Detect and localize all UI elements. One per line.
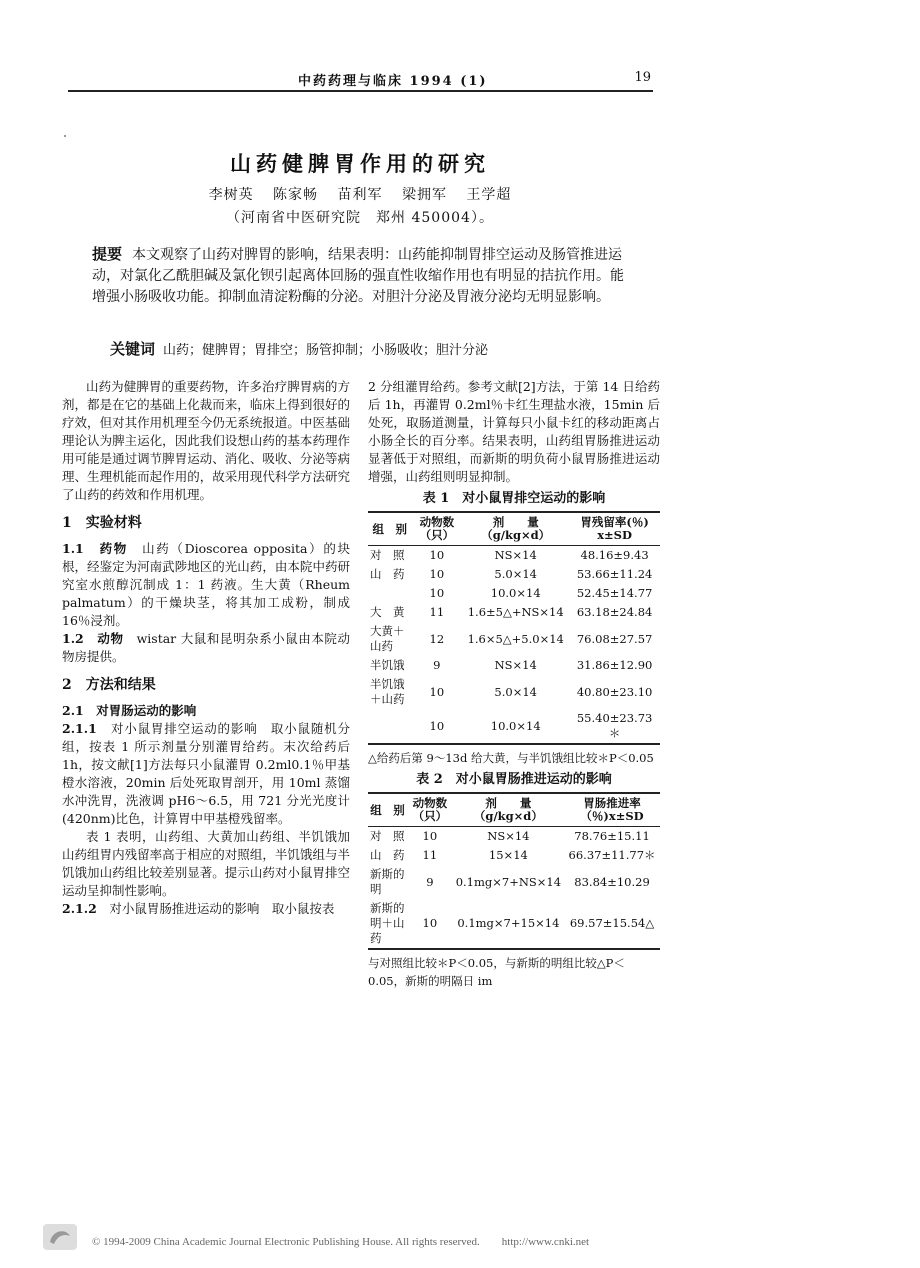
table-cell: 12	[429, 631, 445, 646]
table2-header: 动物数（只）	[407, 793, 453, 827]
table-cell: 10	[429, 567, 445, 581]
keywords-label: 关键词	[110, 340, 156, 358]
table-cell	[368, 584, 411, 603]
table-cell: 10	[429, 684, 445, 699]
table1-discussion: 表 1 表明，山药组、大黄加山药组、半饥饿加山药组胃内残留率高于相应的对照组，半饥饿组与半饥饿加山药组比较差别显著。提示山药对小鼠胃排空运动呈抑制性影响。	[62, 829, 350, 898]
table-cell: 半饥饿＋山药	[370, 677, 405, 706]
table2-header-row	[368, 793, 660, 827]
section-1-1-text: 山药（Dioscorea opposita）的块根，经鉴定为河南武陟地区的光山药，由本院中药研究室水煎醇沉制成 1：1 药液。生大黄（Rheum palmatum）的干燥块茎，将其加工成粉，制成 16％浸剂。	[62, 541, 350, 628]
table-cell: 48.16±9.43	[580, 548, 649, 562]
table-cell: 69.57±15.54△	[564, 899, 660, 949]
intro-paragraph: 山药为健脾胃的重要药物，许多治疗脾胃病的方剂，都是在它的基础上化裁而来，临床上得到很好的疗效，但对其作用机理至今仍无系统报道。中医基础理论认为脾主运化，因此我们设想山药的基本药理作用可能是通过调节脾胃运动、消化、吸收、分泌等病理、生理机能而起作用的，故采用现代科学方法研究了山药的药效和作用机理。	[62, 379, 350, 502]
table-cell: 半饥饿	[370, 658, 405, 672]
table-cell: 对 照	[370, 548, 405, 562]
table-cell: 15×14	[488, 848, 528, 862]
section-2-1-2-text: 对小鼠胃肠推进运动的影响 取小鼠按表	[109, 901, 335, 916]
table2	[368, 792, 660, 950]
left-column	[62, 378, 350, 918]
table-cell: 新斯的明＋山药	[368, 899, 407, 949]
table2-header: 剂 量（g/kg×d）	[453, 793, 564, 827]
table-row	[368, 675, 660, 709]
table-cell: 5.0×14	[494, 567, 537, 581]
running-header	[68, 64, 653, 92]
table-cell: 0.1mg×7+15×14	[453, 899, 564, 949]
table-cell: NS×14	[494, 548, 537, 562]
section-2-heading: 2 方法和结果	[62, 677, 156, 693]
table2-header: 组 别	[368, 793, 407, 827]
table-cell: 1.6±5△+NS×14	[467, 605, 564, 619]
table-row	[368, 584, 660, 603]
table-cell: 10	[422, 829, 438, 843]
section-1-1	[62, 540, 350, 630]
table-cell: 1.6×5△+5.0×14	[467, 631, 564, 646]
table-row	[368, 827, 660, 847]
table-cell: 5.0×14	[494, 684, 537, 699]
section-1-2-label: 1.2 动物	[62, 631, 124, 646]
table-cell: 10	[407, 899, 453, 949]
section-1-2-text: wistar 大鼠和昆明杂系小鼠由本院动物房提供。	[62, 631, 350, 664]
section-1-2	[62, 630, 350, 666]
table2-header: 胃肠推进率（％)x±SD	[564, 793, 660, 827]
authors: 李树英 陈家畅 苗利军 梁拥军 王学超	[208, 187, 512, 203]
affiliation: （河南省中医研究院 郑州 450004）。	[226, 210, 494, 226]
table-row	[368, 603, 660, 622]
right-column	[368, 378, 660, 990]
table-cell: 10	[429, 548, 445, 562]
table-cell: 大黄＋山药	[370, 624, 405, 653]
section-2-1-2-label: 2.1.2	[62, 901, 97, 916]
table2-caption: 表 2 对小鼠胃肠推进运动的影响	[416, 772, 612, 787]
abstract	[92, 244, 632, 308]
section-1-1-label: 1.1 药物	[62, 541, 128, 556]
table-cell: 78.76±15.11	[574, 829, 650, 843]
table-cell: 对 照	[370, 829, 405, 843]
table-row	[368, 899, 660, 949]
table-row	[368, 656, 660, 675]
keywords	[110, 338, 630, 359]
table-cell: 山 药	[370, 567, 405, 581]
section-1-heading: 1 实验材料	[62, 515, 142, 531]
table1	[368, 511, 660, 745]
table2-note: 与对照组比较＊P＜0.05，与新斯的明组比较△P＜0.05，新斯的明隔日 im	[368, 956, 625, 988]
table-row	[368, 865, 660, 899]
table-cell: 10.0×14	[462, 709, 569, 744]
table-cell: 83.84±10.29	[574, 874, 650, 889]
table-cell: 新斯的明	[370, 867, 405, 896]
table-cell: 山 药	[370, 848, 405, 862]
table1-caption: 表 1 对小鼠胃排空运动的影响	[422, 491, 606, 506]
table1-header: 组 别	[368, 512, 411, 546]
table-cell: NS×14	[487, 829, 530, 843]
section-2-1-heading: 2.1 对胃肠运动的影响	[62, 703, 197, 718]
abstract-label: 提要	[92, 245, 123, 263]
table-cell: 大 黄	[370, 605, 405, 619]
table-cell: 66.37±11.77＊	[568, 848, 656, 862]
table-cell: 52.45±14.77	[576, 586, 653, 600]
section-2-1-1-text: 对小鼠胃排空运动的影响 取小鼠随机分组，按表 1 所示剂量分别灌胃给药。末次给药后 1h，按文献[1]方法每只小鼠灌胃 0.2ml0.1％甲基橙水溶液，20min 后处死取胃剖开，用 10ml 蒸馏水冲洗胃，洗液调 pH6～6.5，用 721 分光光度计(420nm)比色，计算胃中甲基橙残留率。	[62, 721, 350, 826]
table1-header-row	[368, 512, 660, 546]
table-cell: 76.08±27.57	[576, 631, 653, 646]
section-2-1-1	[62, 720, 350, 828]
table1-header: 剂 量（g/kg×d）	[462, 512, 569, 546]
table-cell: 10	[411, 709, 462, 744]
table-row	[368, 622, 660, 656]
table-row	[368, 846, 660, 865]
table-cell: 55.40±23.73＊	[569, 709, 660, 744]
publisher-logo-icon	[42, 1222, 78, 1252]
section-2-1-2	[62, 900, 350, 918]
table-cell: 9	[426, 874, 434, 889]
copyright-footer: © 1994-2009 China Academic Journal Electronic Publishing House. All rights reserved. http://www.cnki.net	[92, 1236, 590, 1248]
table-cell: 11	[429, 605, 445, 619]
table-cell: 31.86±12.90	[576, 658, 653, 672]
table-cell: 10.0×14	[490, 586, 541, 600]
abstract-text: 本文观察了山药对脾胃的影响，结果表明：山药能抑制胃排空运动及肠管推进运动，对氯化乙酰胆碱及氯化钡引起离体回肠的强直性收缩作用也有明显的拮抗作用。能增强小肠吸收功能。抑制血清淀粉酶的分泌。对胆汁分泌及胃液分泌均无明显影响。	[92, 247, 624, 305]
table1-note: △给药后第 9～13d 给大黄，与半饥饿组比较＊P＜0.05	[368, 751, 654, 765]
table-cell: 10	[429, 586, 445, 600]
table-cell: 63.18±24.84	[576, 605, 653, 619]
scan-speck	[64, 135, 66, 137]
journal-name: 中药药理与临床 1994 (1)	[298, 74, 488, 89]
table-cell: 0.1mg×7+NS×14	[455, 874, 562, 889]
table-cell: 53.66±11.24	[576, 567, 653, 581]
table-cell: NS×14	[494, 658, 537, 672]
table-cell: 40.80±23.10	[576, 684, 653, 699]
table-row	[368, 546, 660, 566]
table-row	[368, 565, 660, 584]
table-cell	[368, 709, 411, 744]
table-cell: 9	[433, 658, 441, 672]
table-row	[368, 709, 660, 744]
keywords-text: 山药；健脾胃；胃排空；肠管抑制；小肠吸收；胆汁分泌	[163, 343, 489, 358]
table-cell: 11	[422, 848, 438, 862]
continued-paragraph: 2 分组灌胃给药。参考文献[2]方法，于第 14 日给药后 1h，再灌胃 0.2ml％卡红生理盐水液，15min 后处死，取肠道测量，计算每只小鼠卡红的移动距离占小肠全长的百分率。结果表明，山药组胃肠推进运动显著低于对照组，而新斯的明负荷小鼠胃肠推进运动增强，山药组则明显抑制。	[368, 379, 660, 484]
article-title: 山药健脾胃作用的研究	[230, 151, 490, 176]
section-2-1-1-label: 2.1.1	[62, 721, 97, 736]
table1-header: 胃残留率(％) x±SD	[569, 512, 660, 546]
table1-header: 动物数（只）	[411, 512, 462, 546]
page-number: 19	[634, 70, 651, 85]
